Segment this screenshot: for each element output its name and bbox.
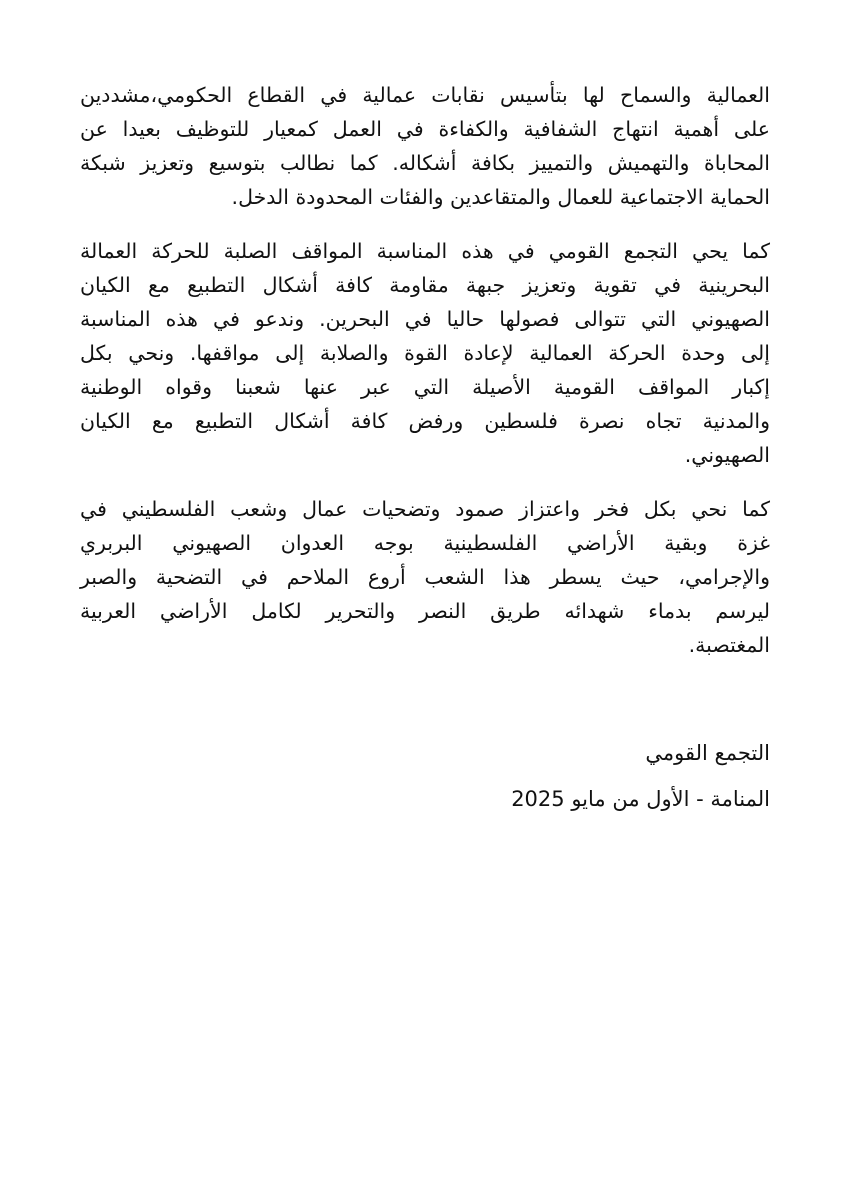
text-line: الصهيوني. <box>684 443 770 467</box>
paragraph-2 <box>80 234 770 472</box>
signature-place-date: المنامة - الأول من مايو 2025 <box>511 787 770 811</box>
document-body <box>80 78 770 682</box>
text-line: والمدنية تجاه نصرة فلسطين ورفض كافة أشكال التطبيع مع الكيان <box>80 409 770 433</box>
text-line: والإجرامي، حيث يسطر هذا الشعب أروع الملاحم في التضحية والصبر <box>80 565 770 589</box>
text-line: كما يحي التجمع القومي في هذه المناسبة المواقف الصلبة للحركة العمالة <box>80 239 770 263</box>
text-line: إلى وحدة الحركة العمالية لإعادة القوة والصلابة إلى مواقفها. ونحي بكل <box>80 341 770 365</box>
text-line: ليرسم بدماء شهدائه طريق النصر والتحرير لكامل الأراضي العربية <box>80 599 770 623</box>
text-line: على أهمية انتهاج الشفافية والكفاءة في العمل كمعيار للتوظيف بعيدا عن <box>80 117 770 141</box>
text-line: المغتصبة. <box>688 633 770 657</box>
signature-block <box>511 730 770 822</box>
text-line: كما نحي بكل فخر واعتزاز صمود وتضحيات عمال وشعب الفلسطيني في <box>80 497 770 521</box>
text-line: إكبار المواقف القومية الأصيلة التي عبر عنها شعبنا وقواه الوطنية <box>80 375 770 399</box>
text-line: الصهيوني التي تتوالى فصولها حاليا في البحرين. وندعو في هذه المناسبة <box>80 307 770 331</box>
text-line: العمالية والسماح لها بتأسيس نقابات عمالية في القطاع الحكومي،مشددين <box>80 83 770 107</box>
text-line: غزة وبقية الأراضي الفلسطينية بوجه العدوان الصهيوني البربري <box>80 531 770 555</box>
paragraph-3 <box>80 492 770 662</box>
signature-organization: التجمع القومي <box>645 741 770 765</box>
text-line: المحاباة والتهميش والتمييز بكافة أشكاله. كما نطالب بتوسيع وتعزيز شبكة <box>80 151 770 175</box>
paragraph-1 <box>80 78 770 214</box>
text-line: الحماية الاجتماعية للعمال والمتقاعدين والفئات المحدودة الدخل. <box>231 185 770 209</box>
text-line: البحرينية في تقوية وتعزيز جبهة مقاومة كافة أشكال التطبيع مع الكيان <box>80 273 770 297</box>
